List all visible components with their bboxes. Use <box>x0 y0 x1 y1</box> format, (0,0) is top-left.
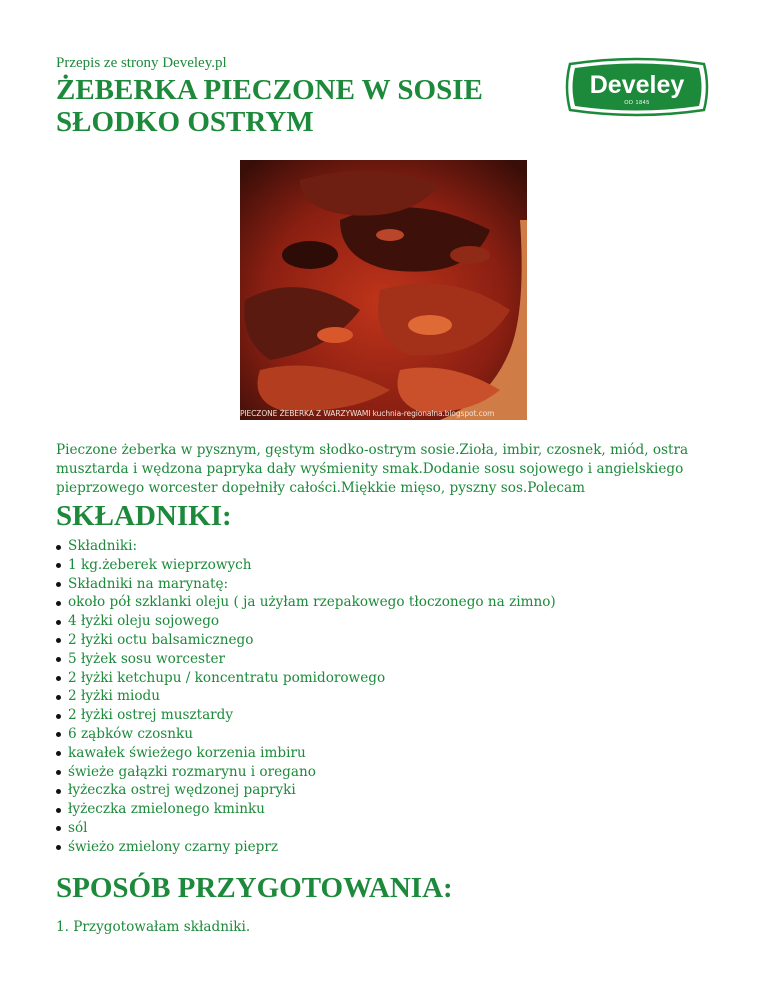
ingredient-item: Składniki: <box>56 537 556 556</box>
ingredients-heading: SKŁADNIKI: <box>56 500 232 532</box>
ingredients-list <box>56 537 556 857</box>
ingredient-item: sól <box>56 819 556 838</box>
ingredient-item: 2 łyżki ketchupu / koncentratu pomidorowego <box>56 669 556 688</box>
ingredient-item: 2 łyżki octu balsamicznego <box>56 631 556 650</box>
ingredient-item: 2 łyżki miodu <box>56 687 556 706</box>
ingredient-item: 5 łyżek sosu worcester <box>56 650 556 669</box>
develey-logo <box>562 56 712 118</box>
preparation-step: 1. Przygotowałam składniki. <box>56 919 251 935</box>
logo-since-text: OD 1845 <box>624 100 650 106</box>
ingredient-item: 6 ząbków czosnku <box>56 725 556 744</box>
logo-brand-text: Develey <box>589 71 685 99</box>
ingredient-item: kawałek świeżego korzenia imbiru <box>56 744 556 763</box>
ingredient-item: świeżo zmielony czarny pieprz <box>56 838 556 857</box>
preparation-heading: SPOSÓB PRZYGOTOWANIA: <box>56 872 453 904</box>
ingredient-item: 1 kg.żeberek wieprzowych <box>56 556 556 575</box>
ingredient-item: łyżeczka ostrej wędzonej papryki <box>56 781 556 800</box>
ingredient-item: 4 łyżki oleju sojowego <box>56 612 556 631</box>
ingredient-item: łyżeczka zmielonego kminku <box>56 800 556 819</box>
recipe-photo <box>240 160 527 420</box>
recipe-title: ŻEBERKA PIECZONE W SOSIE SŁODKO OSTRYM <box>56 74 483 138</box>
ingredient-item: Składniki na marynatę: <box>56 575 556 594</box>
ingredient-item: 2 łyżki ostrej musztardy <box>56 706 556 725</box>
source-line: Przepis ze strony Develey.pl <box>56 55 227 71</box>
recipe-intro: Pieczone żeberka w pysznym, gęstym słodko-ostrym sosie.Zioła, imbir, czosnek, miód, ostra musztarda i wędzona papryka dały wyśmienity smak.Dodanie sosu sojowego i angielskiego pieprzowego worcester dopełniły całości.Miękkie mięso, pyszny sos.Polecam <box>56 442 689 496</box>
ingredient-item: świeże gałązki rozmarynu i oregano <box>56 763 556 782</box>
photo-watermark: PIECZONE ŻEBERKA Z WARZYWAMI kuchnia-regionalna.blogspot.com <box>240 409 495 418</box>
ingredient-item: około pół szklanki oleju ( ja użyłam rzepakowego tłoczonego na zimno) <box>56 593 556 612</box>
